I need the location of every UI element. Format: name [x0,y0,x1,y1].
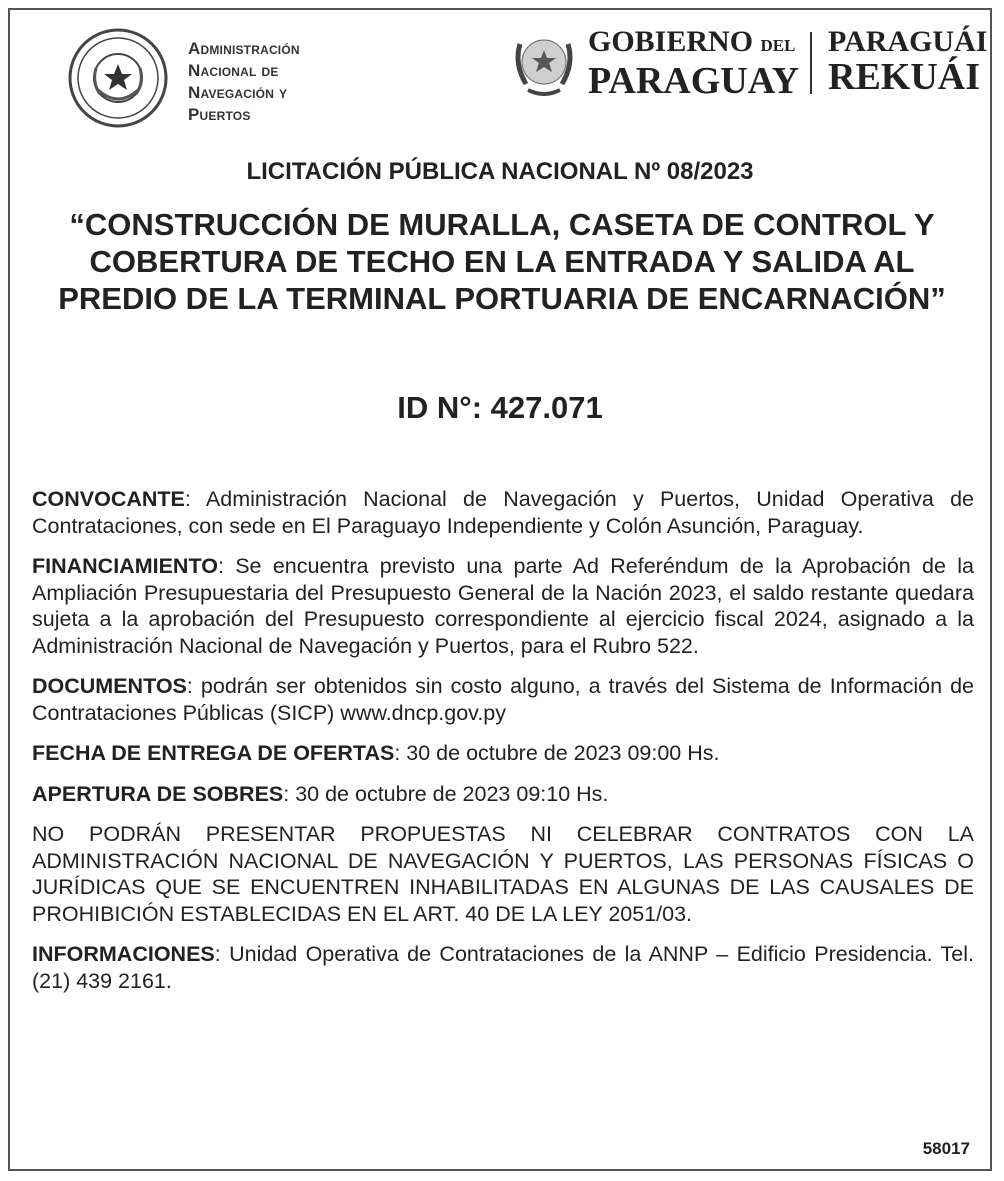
apertura-label: APERTURA DE SOBRES [32,781,284,806]
annp-line-4: Puertos [188,105,251,124]
project-title: “CONSTRUCCIÓN DE MURALLA, CASETA DE CONTROL Y COBERTURA DE TECHO EN LA ENTRADA Y SALIDA AL PREDIO DE LA TERMINAL PORTUARIA DE ENCARNACIÓN” [58,207,946,316]
financiamiento-label: FINANCIAMIENTO [32,554,218,578]
annp-line-2: Nacional de [188,61,279,80]
annp-logo-text [188,38,300,126]
financiamiento-text: : Se encuentra previsto una parte Ad Referéndum de la Aprobación de la Ampliación Presupuestaria del Presupuesto General de la Nación 2023, el saldo restante quedara sujeta a la aprobación del Presupuesto correspondiente al ejercicio fiscal 2024, asignado a la Administración Nacional de Navegación y Puertos, para el Rubro 522. [32,554,974,658]
informaciones-text: : Unidad Operativa de Contrataciones de la ANNP – Edificio Presidencia. Tel. (21) 439 2161. [32,942,974,993]
annp-line-3: Navegación y [188,83,288,102]
government-emblem-icon [506,24,582,100]
footer-code: 58017 [922,1139,970,1158]
apertura-paragraph [32,781,974,808]
notice-frame [8,8,992,1171]
rekuai-line-1: PARAGUÁI [828,25,988,58]
rekuai-line-2: REKUÁI [828,56,981,98]
financiamiento-paragraph [32,553,974,659]
informaciones-paragraph [32,941,974,994]
convocante-text: : Administración Nacional de Navegación y Puertos, Unidad Operativa de Contrataciones, con sede en El Paraguayo Independiente y Colón Asunción, Paraguay. [32,487,974,538]
id-number: ID N°: 427.071 [397,390,603,425]
annp-line-1: Administración [188,39,300,58]
gov-line-1-small: DEL [760,36,796,55]
fecha-label: FECHA DE ENTREGA DE OFERTAS [32,741,395,765]
fecha-paragraph [32,740,974,767]
national-seal-icon [68,28,168,128]
convocante-paragraph [32,486,974,539]
gobierno-paraguay-logo [588,26,799,100]
documentos-paragraph [32,673,974,726]
apertura-text: : 30 de octubre de 2023 09:10 Hs. [283,781,609,806]
logo-divider [810,32,812,94]
licitacion-title: LICITACIÓN PÚBLICA NACIONAL Nº 08/2023 [246,158,754,185]
informaciones-label: INFORMACIONES [32,942,215,966]
documentos-text: : podrán ser obtenidos sin costo alguno, a través del Sistema de Información de Contrataciones Públicas (SICP) www.dncp.gov.py [32,674,974,725]
fecha-text: : 30 de octubre de 2023 09:00 Hs. [394,741,720,765]
gov-line-1: GOBIERNO [588,25,754,58]
paraguai-rekuai-logo [828,26,987,96]
notice-body [32,486,974,1008]
gov-line-2: PARAGUAY [588,60,800,102]
header [10,10,990,140]
convocante-label: CONVOCANTE [32,487,185,511]
documentos-label: DOCUMENTOS [32,674,187,698]
prohibicion-paragraph: NO PODRÁN PRESENTAR PROPUESTAS NI CELEBRAR CONTRATOS CON LA ADMINISTRACIÓN NACIONAL DE NAVEGACIÓN Y PUERTOS, LAS PERSONAS FÍSICAS O JURÍDICAS QUE SE ENCUENTREN INHABILITADAS EN ALGUNAS DE LAS CAUSALES DE PROHIBICIÓN ESTABLECIDAS EN EL ART. 40 DE LA LEY 2051/03. [32,822,974,926]
